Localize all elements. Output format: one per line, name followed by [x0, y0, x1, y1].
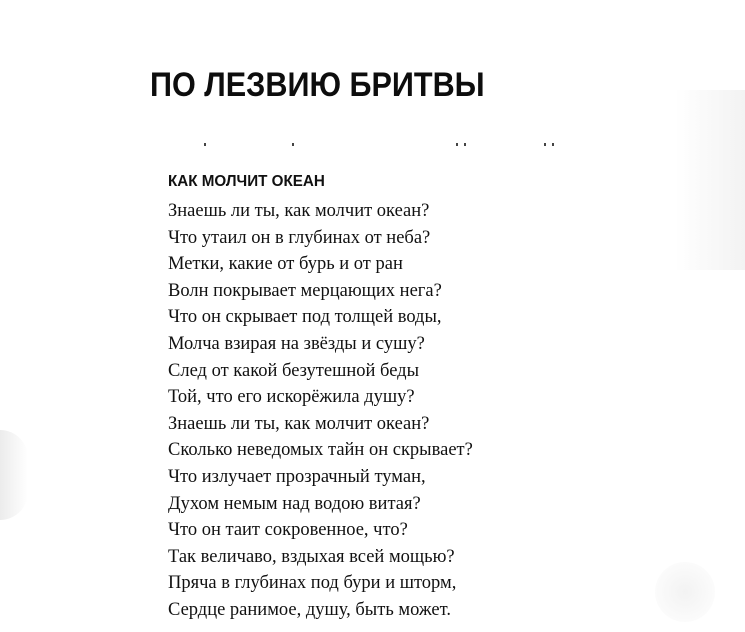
poem-line: Что он скрывает под толщей воды, [168, 307, 442, 328]
poem-line: Молча взирая на звёзды и сушу? [168, 333, 425, 354]
poem-line: Той, что его искорёжила душу? [168, 387, 415, 408]
decorative-separator [200, 143, 560, 149]
book-title: ПО ЛЕЗВИЮ БРИТВЫ [150, 66, 485, 104]
poem-line: Что он таит сокровенное, что? [168, 520, 408, 541]
page-shadow-bottom [655, 562, 715, 622]
poem-text [168, 198, 473, 624]
poem-line: Сердце ранимое, душу, быть может. [168, 599, 451, 620]
page-shadow-left [0, 430, 28, 520]
page-shadow-right [675, 90, 745, 270]
poem-line: Знаешь ли ты, как молчит океан? [168, 201, 430, 221]
poem-line: Сколько неведомых тайн он скрывает? [168, 440, 473, 461]
poem-line: Волн покрывает мерцающих нега? [168, 280, 442, 301]
poem-line: Так величаво, вздыхая всей мощью? [168, 546, 455, 567]
poem-line: Духом немым над водою витая? [168, 493, 421, 514]
poem-line: Что утаил он в глубинах от неба? [168, 227, 431, 248]
poem-line: Пряча в глубинах под бури и шторм, [168, 573, 457, 594]
poem-line: Что излучает прозрачный туман, [168, 466, 426, 487]
poem-line: След от какой безутешной беды [168, 360, 420, 381]
poem-line: Метки, какие от бурь и от ран [168, 254, 403, 275]
poem-title: КАК МОЛЧИТ ОКЕАН [168, 173, 325, 190]
poem-line: Знаешь ли ты, как молчит океан? [168, 413, 430, 434]
